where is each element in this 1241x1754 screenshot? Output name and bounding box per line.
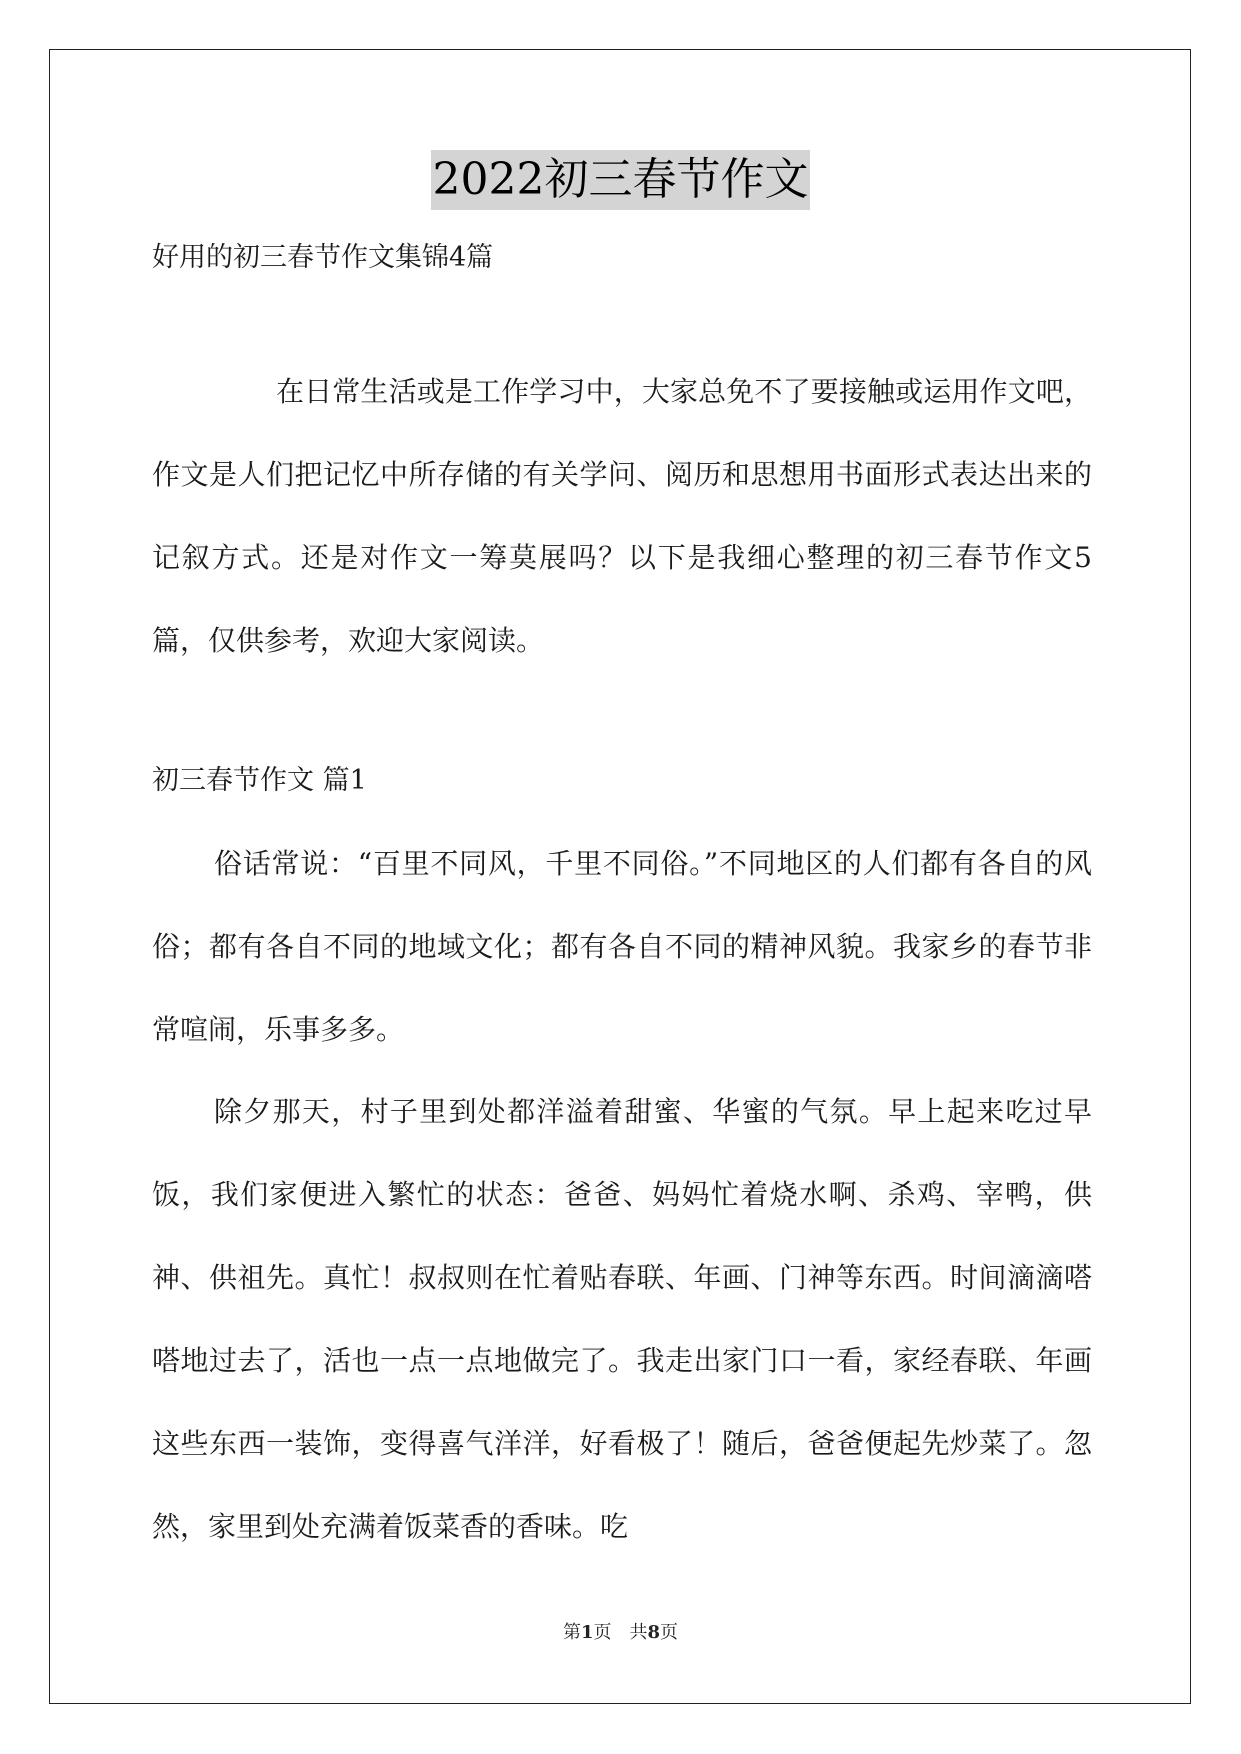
intro-paragraph: 在日常生活或是工作学习中，大家总免不了要接触或运用作文吧，作文是人们把记忆中所存储的有关学问、阅历和思想用书面形式表达出来的记叙方式。还是对作文一筹莫展吗？以下是我细心整理的初三春节作文5篇，仅供参考，欢迎大家阅读。	[152, 375, 1092, 657]
section-heading: 初三春节作文 篇1	[152, 765, 367, 796]
title-container	[0, 150, 1241, 210]
footer-page-mid: 页 共	[593, 1622, 648, 1643]
body-paragraph-1: 俗话常说：“百里不同风，千里不同俗。”不同地区的人们都有各自的风俗；都有各自不同的地域文化；都有各自不同的精神风貌。我家乡的春节非常喧闹，乐事多多。	[152, 847, 1092, 1046]
body-paragraph-2: 除夕那天，村子里到处都洋溢着甜蜜、华蜜的气氛。早上起来吃过早饭，我们家便进入繁忙的状态：爸爸、妈妈忙着烧水啊、杀鸡、宰鸭，供神、供祖先。真忙！叔叔则在忙着贴春联、年画、门神等东西。时间滴滴嗒嗒地过去了，活也一点一点地做完了。我走出家门口一看，家经春联、年画这些东西一装饰，变得喜气洋洋，好看极了！随后，爸爸便起先炒菜了。忽然，家里到处充满着饭菜香的香味。吃	[152, 1095, 1092, 1543]
document-title: 2022初三春节作文	[431, 150, 811, 210]
footer-page-total: 8	[647, 1622, 661, 1643]
page-footer	[0, 1621, 1241, 1645]
footer-page-prefix: 第	[562, 1622, 581, 1643]
footer-page-current: 1	[580, 1622, 594, 1643]
document-subtitle: 好用的初三春节作文集锦4篇	[152, 242, 494, 273]
footer-page-suffix: 页	[660, 1622, 679, 1643]
